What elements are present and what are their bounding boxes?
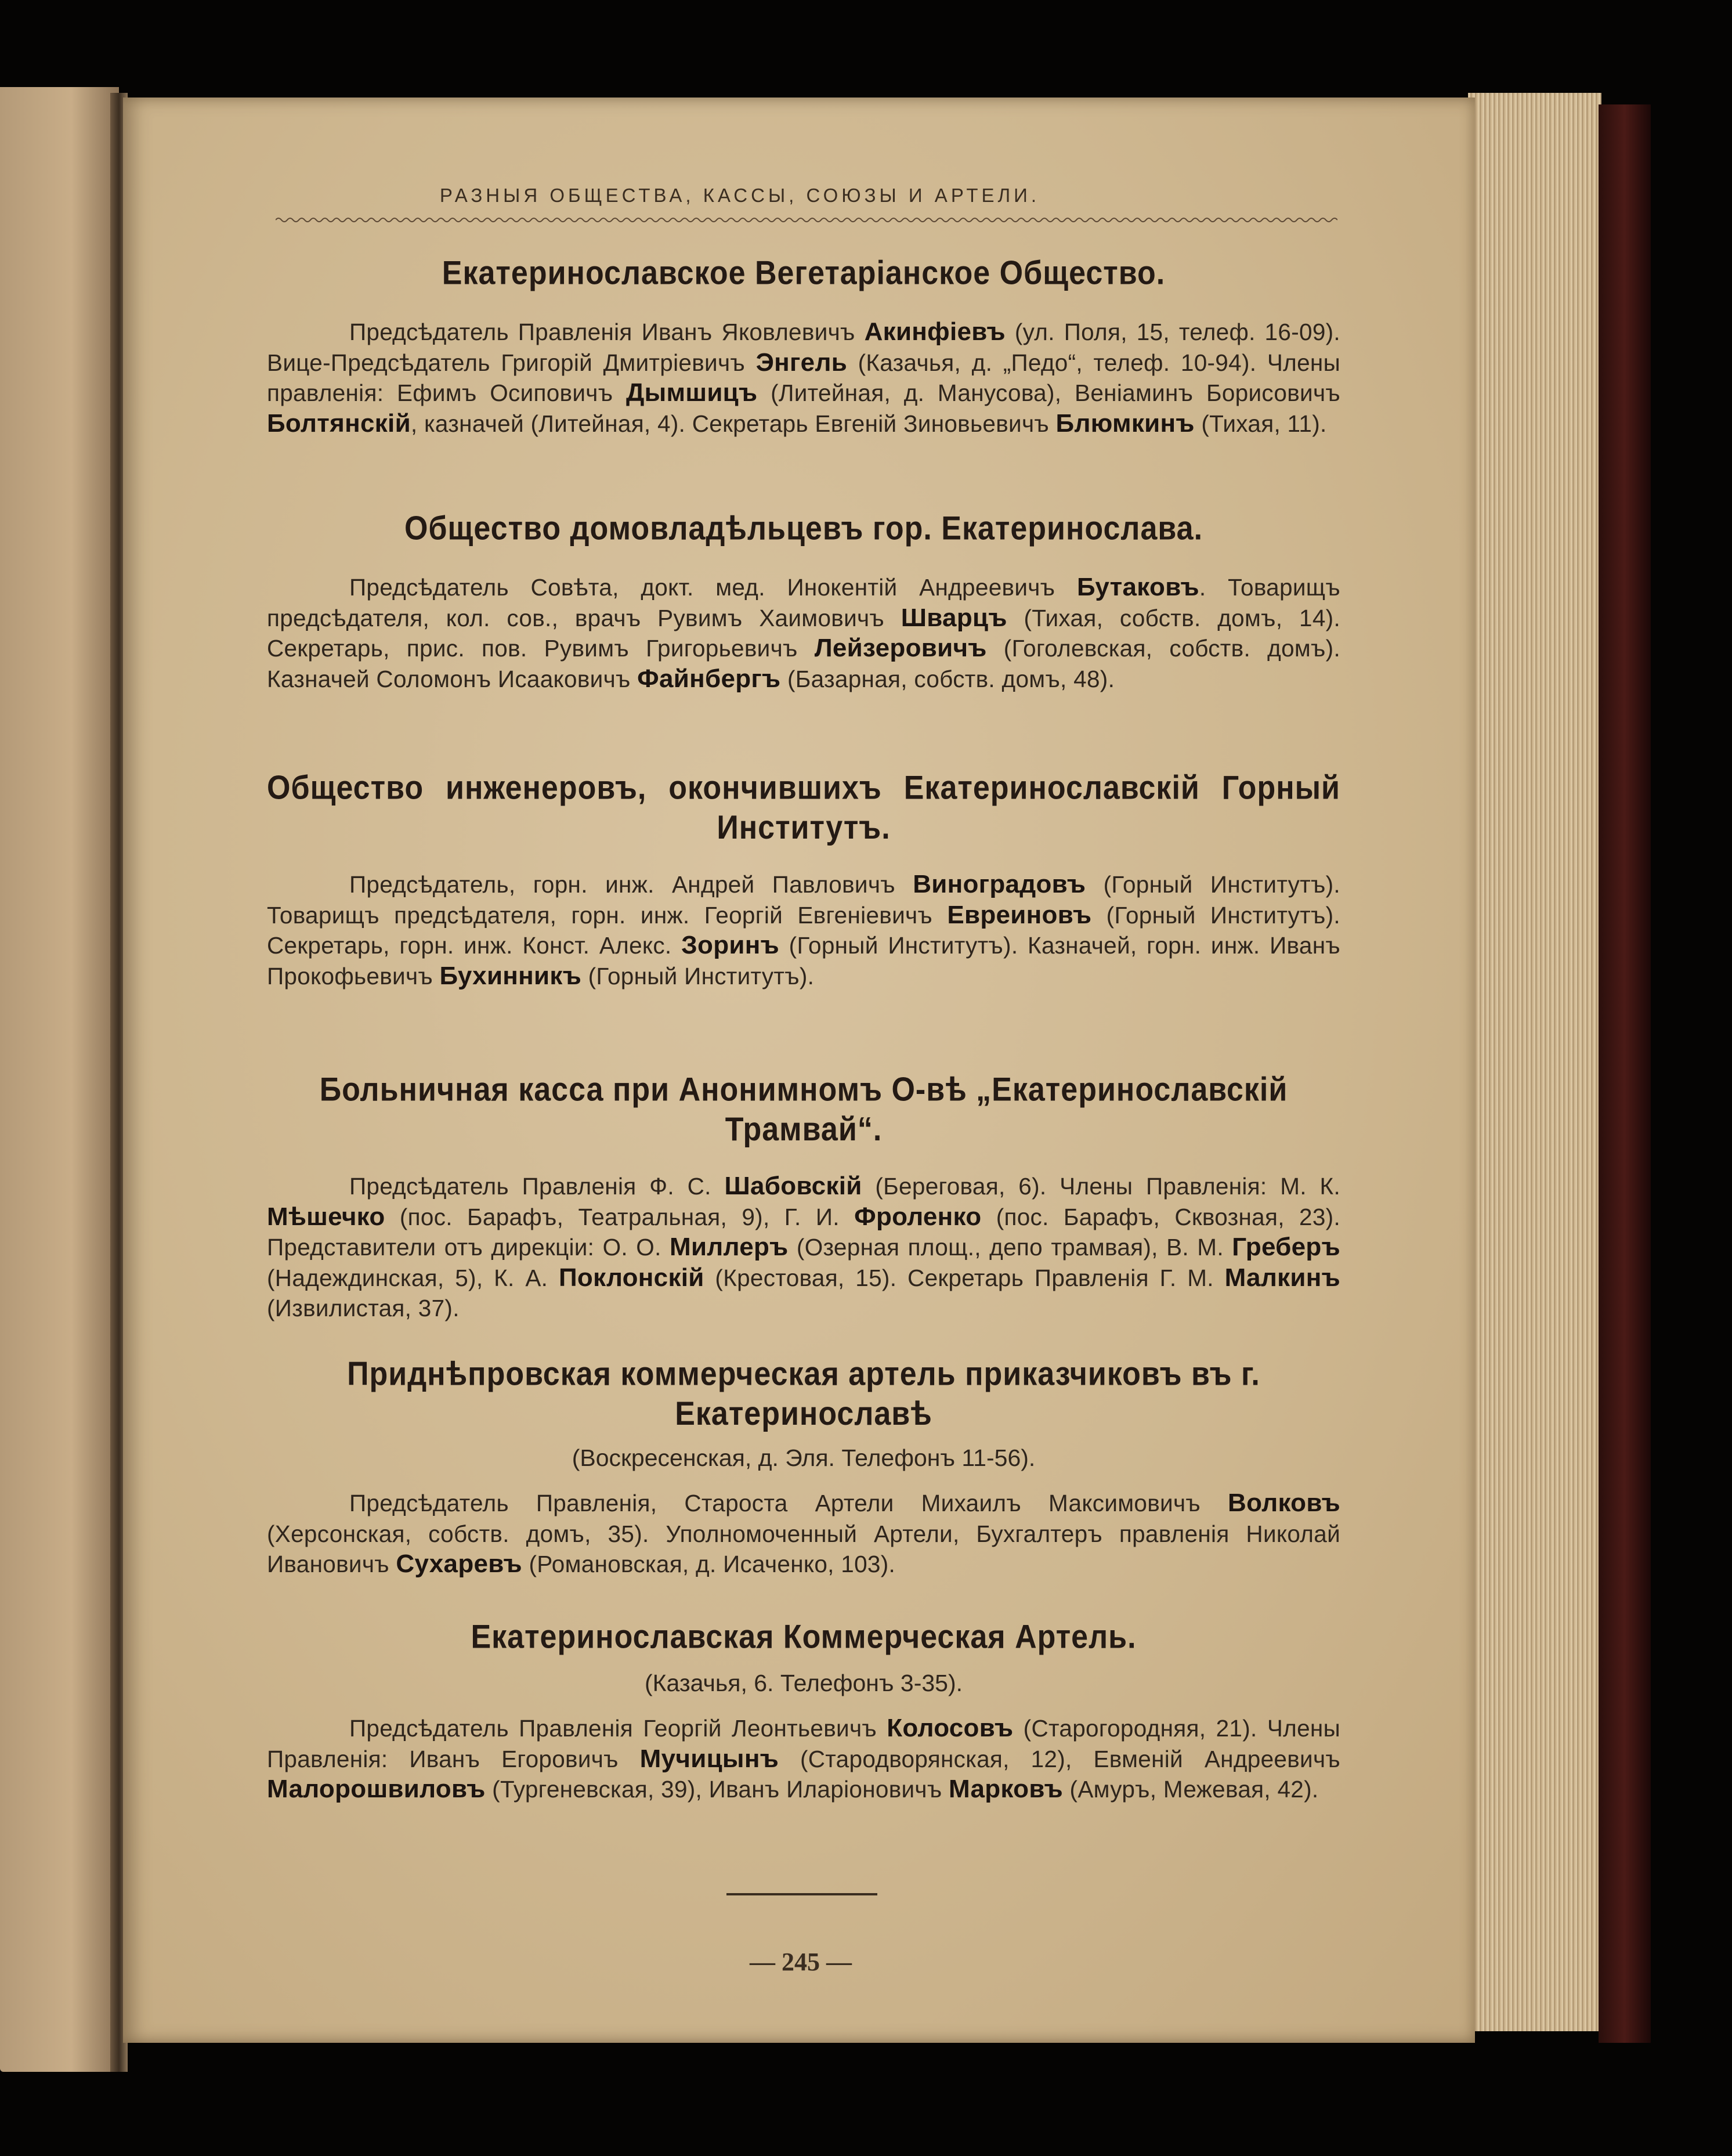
section-address: (Воскресенская, д. Эля. Телефонъ 11-56). [572,1444,1036,1471]
running-header: РАЗНЫЯ ОБЩЕСТВА, КАССЫ, СОЮЗЫ И АРТЕЛИ. [439,185,1040,206]
section-body: Предсѣдатель Правленія, Староста Артели Михаилъ Максимовичъ Волковъ (Херсонская, собств. домъ, 35). Уполномоченный Артели, Бухгалтеръ правленія Николай Ивановичъ Сухаревъ (Романовская, д. Исаченко, 103). [267,1489,1340,1578]
header-wavy-rule [276,216,1337,224]
left-page-edge [0,87,119,2072]
section-body: Предсѣдатель Совѣта, докт. мед. Инокентій Андреевичъ Бутаковъ. Товарищъ предсѣдателя, кол. сов., врачъ Рувимъ Хаимовичъ Шварцъ (Тихая, собств. домъ, 14). Секретарь, прис. пов. Рувимъ Григорьевичъ Лейзеровичъ (Гоголевская, собств. домъ). Казначей Соломонъ Исааковичъ Файнбергъ (Базарная, собств. домъ, 48). [267,573,1340,693]
section-title: Екатеринославское Вегетаріанское Общество. [442,255,1166,292]
section-title: Общество домовладѣльцевъ гор. Екатеринослава. [404,510,1203,547]
section-homeowners-society [267,511,1340,718]
section-commercial-artel [267,1619,1340,1828]
bottom-rule [726,1893,877,1895]
section-vegetarian-society [267,255,1340,463]
book-cover [1599,104,1651,2043]
section-body: Предсѣдатель Правленія Ф. С. Шабовскій (Береговая, 6). Члены Правленія: М. К. Мѣшечко (пос. Барафъ, Театральная, 9), Г. И. Фроленко (пос. Барафъ, Сквозная, 23). Представители отъ дирекціи: О. О. Миллеръ (Озерная площ., депо трамвая), В. М. Греберъ (Надеждинская, 5), К. А. Поклонскій (Крестовая, 15). Секретарь Правленія Г. М. Малкинъ (Извилистая, 37). [267,1172,1340,1321]
section-body: Предсѣдатель Правленія Иванъ Яковлевичъ Акинфіевъ (ул. Поля, 15, телеф. 16-09). Вице-Предсѣдатель Григорій Дмитріевичъ Энгель (Казачья, д. „Педо“, телеф. 10-94). Члены правленія: Ефимъ Осиповичъ Дымшицъ (Литейная, д. Манусова), Веніаминъ Борисовичъ Болтянскій, казначей (Литейная, 4). Секретарь Евгеній Зиновьевичъ Блюмкинъ (Тихая, 11). [267,317,1341,438]
section-dnieper-artel [267,1358,1340,1603]
section-address: (Казачья, 6. Телефонъ 3-35). [644,1670,963,1696]
section-body: Предсѣдатель Правленія Георгій Леонтьевичъ Колосовъ (Старогородняя, 21). Члены Правленія: Иванъ Егоровичъ Мучицынъ (Стародворянская, 12), Евменій Андреевичъ Малорошвиловъ (Тургеневская, 39), Иванъ Иларіоновичъ Марковъ (Амуръ, Межевая, 42). [267,1714,1340,1803]
section-body: Предсѣдатель, горн. инж. Андрей Павловичъ Виноградовъ (Горный Институтъ). Товарищъ предсѣдателя, горн. инж. Георгій Евгеніевичъ Евреиновъ (Горный Институтъ). Секретарь, горн. инж. Конст. Алекс. Зоринъ (Горный Институтъ). Казначей, горн. инж. Иванъ Прокофьевичъ Бухинникъ (Горный Институтъ). [267,870,1340,990]
page-edges [1468,93,1601,2031]
section-engineers-society [267,772,1340,1015]
section-hospital-fund [267,1071,1340,1347]
section-title: Общество инженеровъ, окончившихъ Екатеринославскій Горный Институтъ. [267,770,1340,846]
page-number: — 245 — [750,1948,852,1976]
section-title: Больничная касса при Анонимномъ О-вѣ „Екатеринославскій Трамвай“. [319,1071,1288,1148]
section-title: Екатеринославская Коммерческая Артель. [471,1619,1137,1656]
section-title: Приднѣпровская коммерческая артель приказчиковъ въ г. Екатеринославѣ [347,1356,1260,1432]
